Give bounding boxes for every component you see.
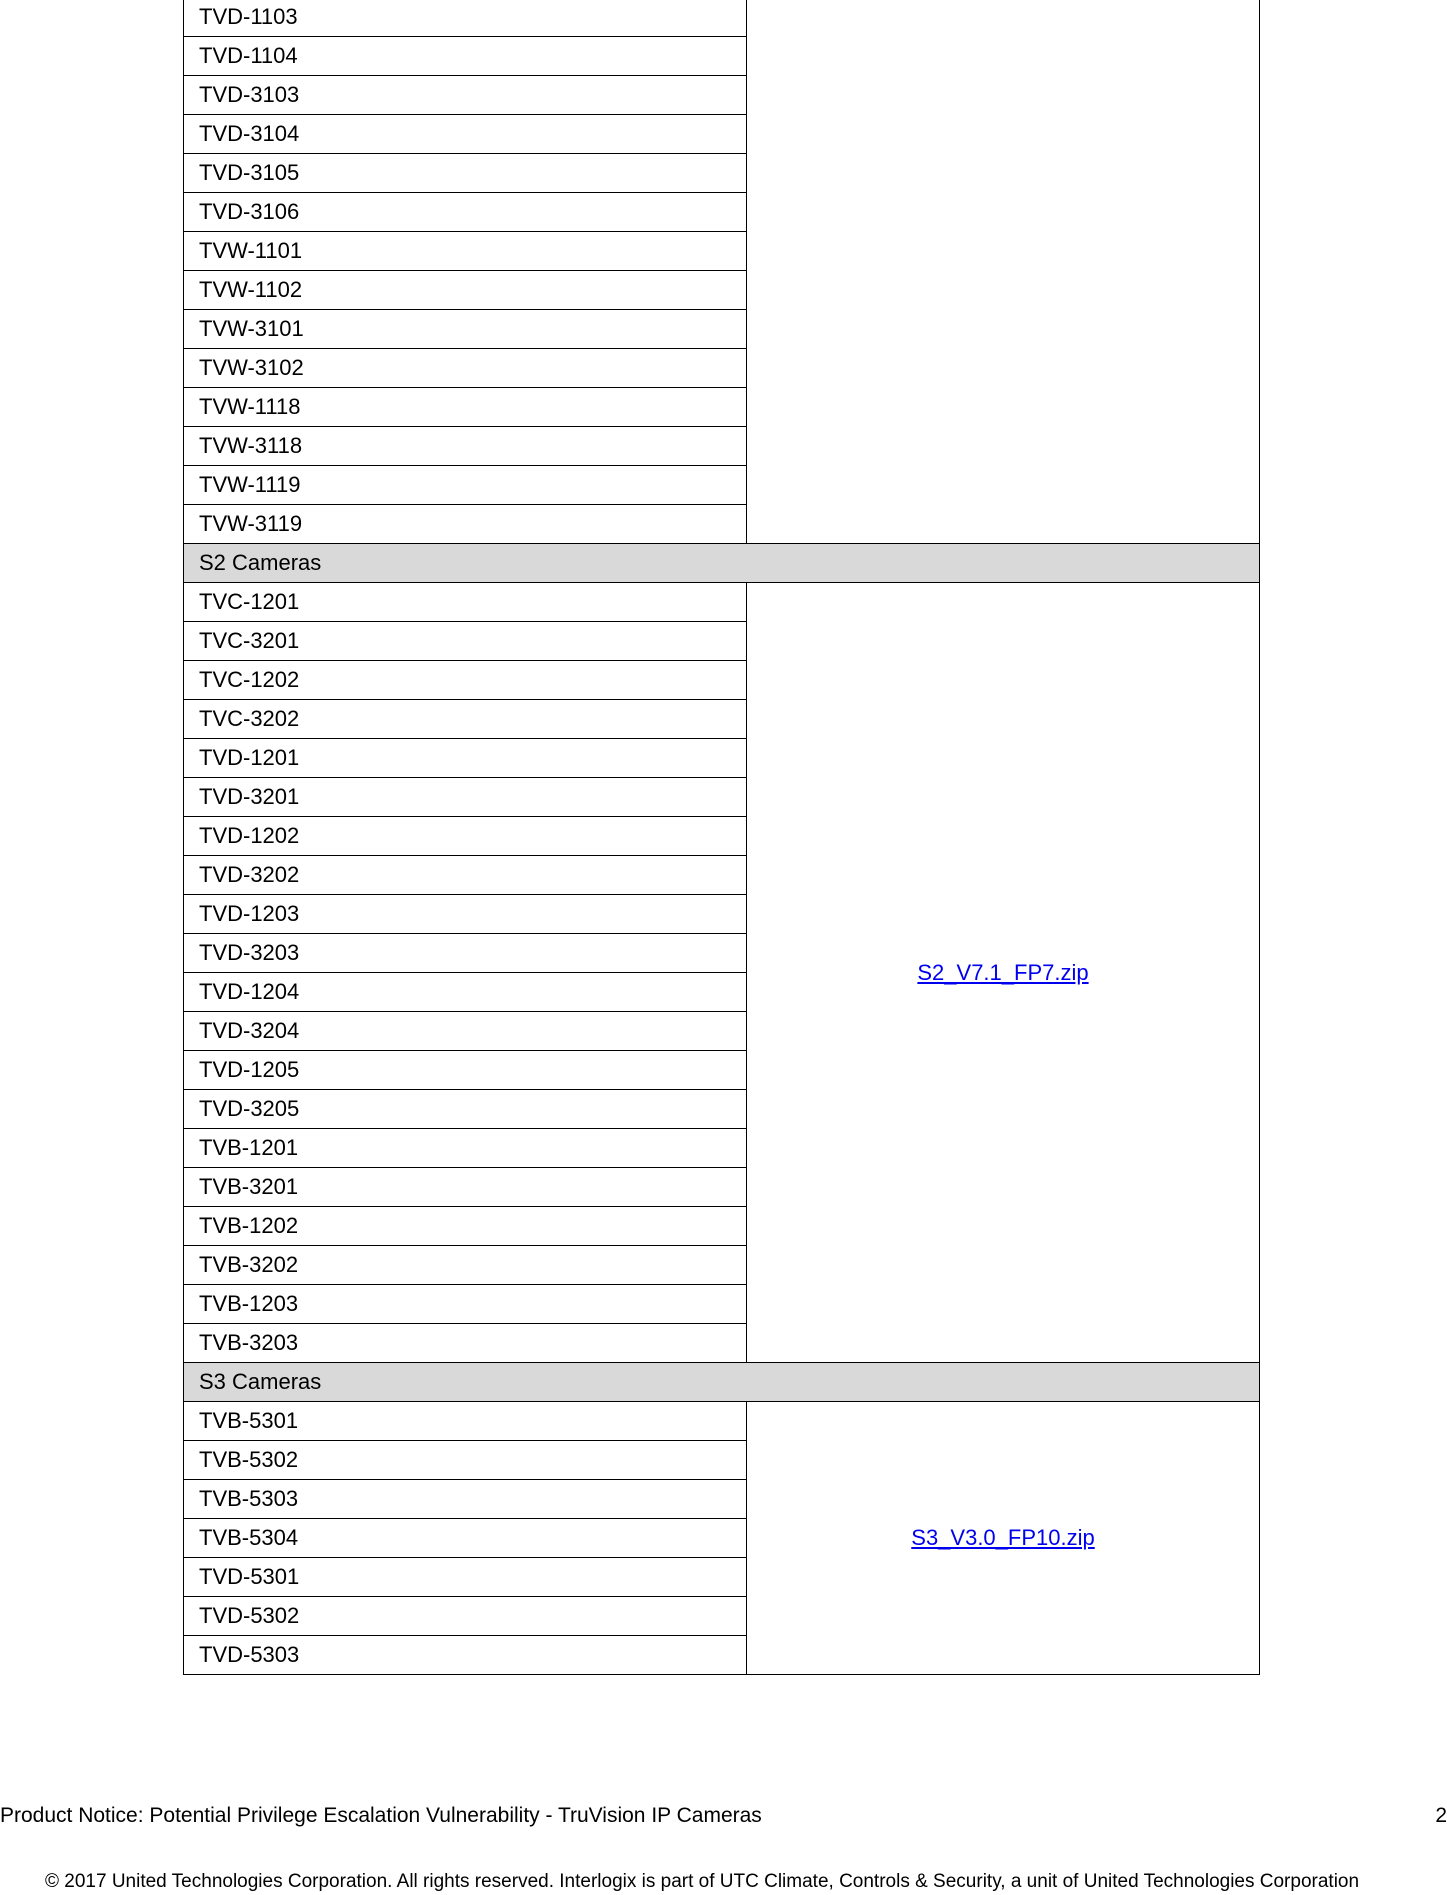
- page-number: 2: [1435, 1804, 1447, 1827]
- model-cell: TVC-3202: [184, 700, 747, 739]
- model-cell: TVB-3203: [184, 1324, 747, 1363]
- model-cell: TVC-1201: [184, 583, 747, 622]
- table-row: [184, 1402, 1260, 1441]
- table-body: [184, 0, 1260, 1675]
- model-cell: TVD-5303: [184, 1636, 747, 1675]
- section-header-row: [184, 544, 1260, 583]
- model-cell: TVB-3202: [184, 1246, 747, 1285]
- table-row: [184, 583, 1260, 622]
- firmware-cell: [747, 583, 1260, 1363]
- copyright-notice: © 2017 United Technologies Corporation. All rights reserved. Interlogix is part of UTC Climate, Controls & Security, a unit of United Technologies Corporation: [45, 1871, 1360, 1892]
- model-cell: TVW-1119: [184, 466, 747, 505]
- firmware-download-link[interactable]: S3_V3.0_FP10.zip: [911, 1525, 1095, 1550]
- model-cell: TVW-1102: [184, 271, 747, 310]
- model-cell: TVB-5304: [184, 1519, 747, 1558]
- footer-title: Product Notice: Potential Privilege Escalation Vulnerability - TruVision IP Cameras: [0, 1804, 762, 1827]
- model-cell: TVB-5301: [184, 1402, 747, 1441]
- section-header: S3 Cameras: [184, 1363, 1260, 1402]
- model-cell: TVD-1205: [184, 1051, 747, 1090]
- model-cell: TVD-3103: [184, 76, 747, 115]
- model-cell: TVD-1204: [184, 973, 747, 1012]
- model-cell: TVW-1118: [184, 388, 747, 427]
- model-cell: TVD-1203: [184, 895, 747, 934]
- firmware-download-link[interactable]: S2_V7.1_FP7.zip: [917, 959, 1089, 985]
- model-cell: TVD-5302: [184, 1597, 747, 1636]
- model-cell: TVD-3202: [184, 856, 747, 895]
- model-cell: TVC-3201: [184, 622, 747, 661]
- model-cell: TVD-3106: [184, 193, 747, 232]
- camera-firmware-table: [183, 0, 1260, 1675]
- model-cell: TVW-3102: [184, 349, 747, 388]
- model-cell: TVB-3201: [184, 1168, 747, 1207]
- model-cell: TVD-3205: [184, 1090, 747, 1129]
- model-cell: TVD-3204: [184, 1012, 747, 1051]
- model-cell: TVC-1202: [184, 661, 747, 700]
- model-cell: TVB-1202: [184, 1207, 747, 1246]
- section-header: S2 Cameras: [184, 544, 1260, 583]
- model-cell: TVD-3201: [184, 778, 747, 817]
- model-cell: TVD-5301: [184, 1558, 747, 1597]
- model-cell: TVW-3101: [184, 310, 747, 349]
- model-cell: TVD-1103: [184, 0, 747, 37]
- firmware-cell: [747, 0, 1260, 544]
- model-cell: TVD-1202: [184, 817, 747, 856]
- model-cell: TVB-5302: [184, 1441, 747, 1480]
- model-cell: TVW-3118: [184, 427, 747, 466]
- model-cell: TVW-3119: [184, 505, 747, 544]
- model-cell: TVD-3203: [184, 934, 747, 973]
- model-cell: TVB-5303: [184, 1480, 747, 1519]
- model-cell: TVB-1201: [184, 1129, 747, 1168]
- table-row: [184, 0, 1260, 37]
- section-header-row: [184, 1363, 1260, 1402]
- model-cell: TVD-3104: [184, 115, 747, 154]
- firmware-cell: [747, 1402, 1260, 1675]
- model-cell: TVD-1104: [184, 37, 747, 76]
- model-cell: TVB-1203: [184, 1285, 747, 1324]
- model-cell: TVD-3105: [184, 154, 747, 193]
- model-cell: TVW-1101: [184, 232, 747, 271]
- model-cell: TVD-1201: [184, 739, 747, 778]
